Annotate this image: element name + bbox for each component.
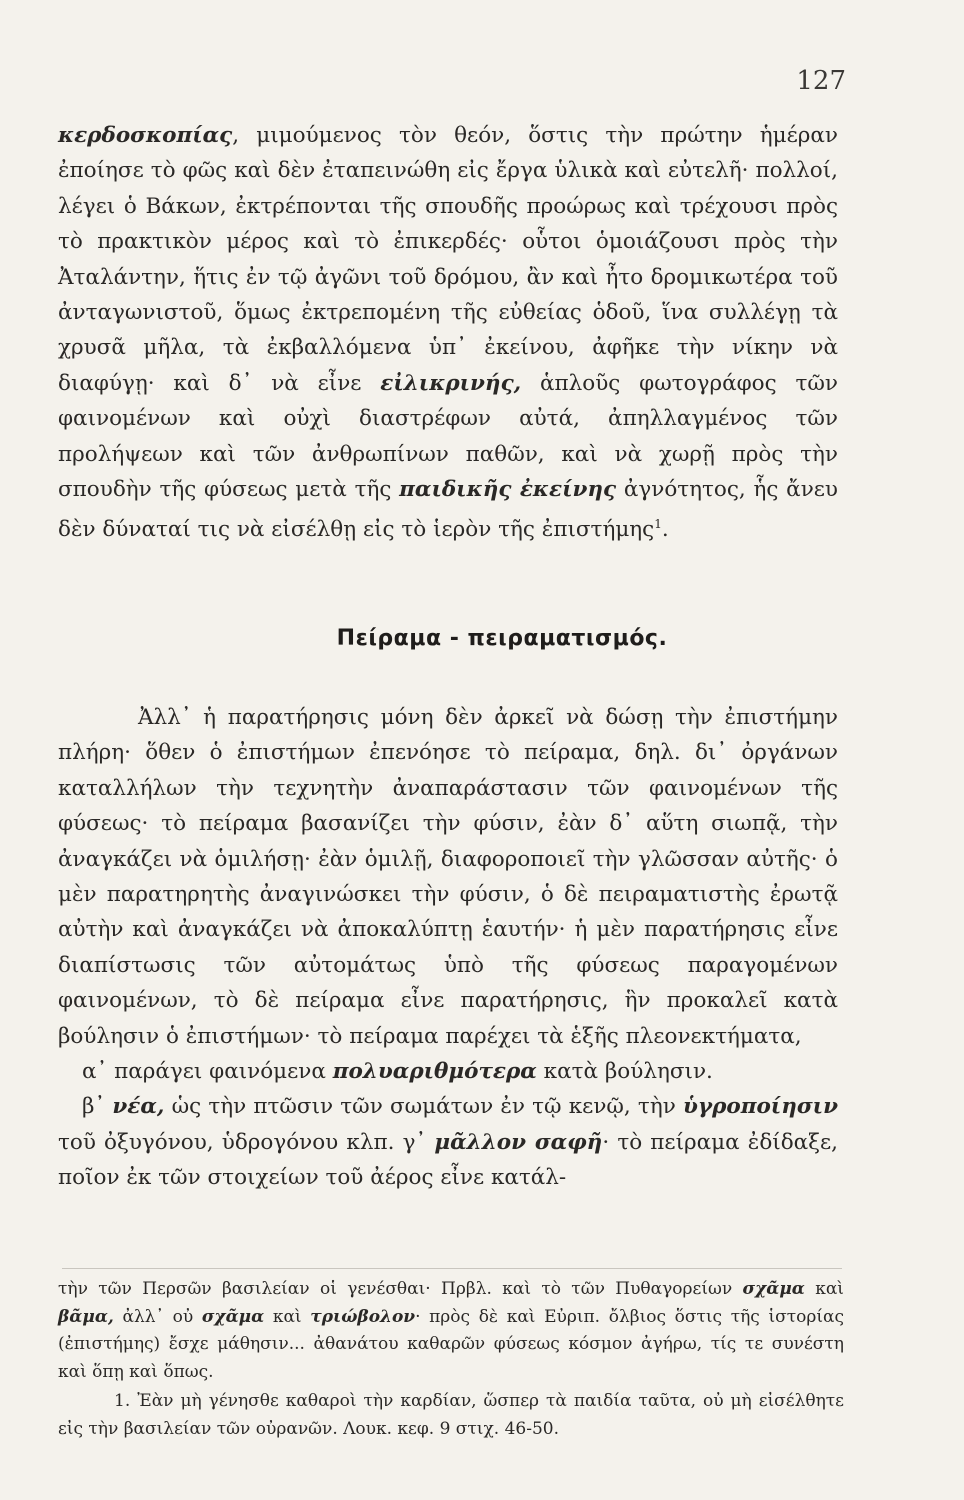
paragraph-text: Ἀλλ᾿ ἡ παρατήρησις μόνη δὲν ἀρκεῖ νὰ δώσῃ τὴν ἐπιστήμην πλήρη· ὅθεν ὁ ἐπιστήμων ἐπενόησε τὸ πείραμα, δηλ. δι᾿ ὀργάνων καταλλήλων τὴν τεχνητὴν ἀναπαράστασιν τῶν φαινομένων τῆς φύσεως· τὸ πείραμα βασανίζει τὴν φύσιν, ἐὰν δ᾿ αὕτη σιωπᾷ, τὴν ἀναγκάζει νὰ ὁμιλήσῃ· ἐὰν ὁμιλῇ, διαφοροποιεῖ τὴν γλῶσσαν αὐτῆς· ὁ μὲν παρατηρητὴς ἀναγινώσκει τὴν φύσιν, ὁ δὲ πειραματιστὴς ἐρωτᾷ αὐτὴν καὶ ἀναγκάζει νὰ ἀποκαλύπτῃ ἑαυτήν· ἡ μὲν παρατήρησις εἶνε διαπίστωσις τῶν αὐτομάτως ὑπὸ τῆς φύσεως παραγομένων φαινομένων, τὸ δὲ πείραμα εἶνε παρατήρησις, ἣν προκαλεῖ κατὰ βούλησιν ὁ ἐπιστήμων· τὸ πείραμα παρέχει τὰ ἑξῆς πλεονεκτήματα, bbox=[58, 705, 838, 1049]
paragraph-text: ἀγνότητος, ἧς ἄνευ δὲν δύναταί τις νὰ εἰσέλθῃ εἰς τὸ ἱερὸν τῆς ἐπιστήμης bbox=[58, 477, 838, 543]
footnote-continuation: τὴν τῶν Περσῶν βασιλείαν οἱ γενέσθαι· Πρβλ. καὶ τὸ τῶν Πυθαγορείων σχᾶμα καὶ βᾶμα, ἀλλ᾿ οὐ σχᾶμα καὶ τριώβολον· πρὸς δὲ καὶ Εὐριπ. ὄλβιος ὅστις τῆς ἱστορίας (ἐπιστήμης) ἔσχε μάθησιν... ἀθανάτου καθαρῶν φύσεως κόσμον ἀγήρω, τίς τε συνέστη καὶ ὅπῃ καὶ ὅπως. bbox=[58, 1279, 845, 1382]
paragraph-text: ἁπλοῦς φωτογράφος τῶν φαινομένων καὶ οὐχὶ διαστρέφων αὐτά, ἀπηλλαγμένος τῶν προλήψεων καὶ τῶν ἀνθρωπίνων παθῶν, καὶ νὰ χωρῇ πρὸς τὴν σπουδὴν τῆς φύσεως μετὰ τῆς bbox=[58, 370, 838, 503]
list-item-b: β᾿ νέα, ὡς τὴν πτῶσιν τῶν σωμάτων ἐν τῷ κενῷ, τὴν ὑγροποίησιν τοῦ ὀξυγόνου, ὑδρογόνου κλπ. γ᾿ μᾶλλον σαφῆ· τὸ πείραμα ἐδίδαξε, ποῖον ἐκ τῶν στοιχείων τοῦ ἀέρος εἶνε κατάλ- bbox=[58, 1094, 839, 1191]
paragraph-text: , μιμούμενος τὸν θεόν, ὅστις τὴν πρώτην ἡμέραν ἐποίησε τὸ φῶς καὶ δὲν ἐταπεινώθη εἰς ἔργα ὑλικὰ καὶ εὐτελῆ· πολλοί, λέγει ὁ Βάκων, ἐκτρέπονται τῆς σπουδῆς προώρως καὶ τρέχουσι πρὸς τὸ πρακτικὸν μέρος καὶ τὸ ἐπικερδές· οὗτοι ὁμοιάζουσι πρὸς τὴν Ἀταλάντην, ἥτις ἐν τῷ ἀγῶνι τοῦ δρόμου, ἂν καὶ ἦτο δρομικωτέρα τοῦ ἀνταγωνιστοῦ, ὅμως ἐκτρεπομένη τῆς εὐθείας ὁδοῦ, ἵνα συλλέγῃ τὰ χρυσᾶ μῆλα, τὰ ἐκβαλλόμενα ὑπ᾿ ἐκείνου, ἀφῆκε τὴν νίκην νὰ διαφύγῃ· καὶ δ᾿ νὰ εἶνε bbox=[58, 123, 838, 396]
emphasis-word: εἰλικρινής, bbox=[380, 370, 522, 396]
paragraph-text: . bbox=[661, 517, 669, 543]
paragraph-2 bbox=[58, 700, 838, 1196]
section-heading: Πείραμα - πειραματισμός. bbox=[336, 626, 668, 651]
emphasis-word: κερδοσκοπίας bbox=[58, 123, 233, 148]
page-number: 127 bbox=[796, 66, 846, 96]
footnote-ref: 1 bbox=[654, 517, 662, 532]
footnote-1: 1. Ἐὰν μὴ γένησθε καθαροὶ τὴν καρδίαν, ὥσπερ τὰ παιδία ταῦτα, οὐ μὴ εἰσέλθητε εἰς τὴν βασιλείαν τῶν οὐρανῶν. Λουκ. κεφ. 9 στιχ. 46-50. bbox=[58, 1391, 844, 1439]
footnote-divider bbox=[62, 1268, 842, 1269]
list-item-a: α᾿ παράγει φαινόμενα πολυαριθμότερα κατὰ βούλησιν. bbox=[82, 1059, 713, 1085]
emphasis-phrase: παιδικῆς ἐκείνης bbox=[399, 477, 617, 503]
paragraph-1 bbox=[58, 118, 838, 548]
footnotes bbox=[58, 1276, 844, 1443]
